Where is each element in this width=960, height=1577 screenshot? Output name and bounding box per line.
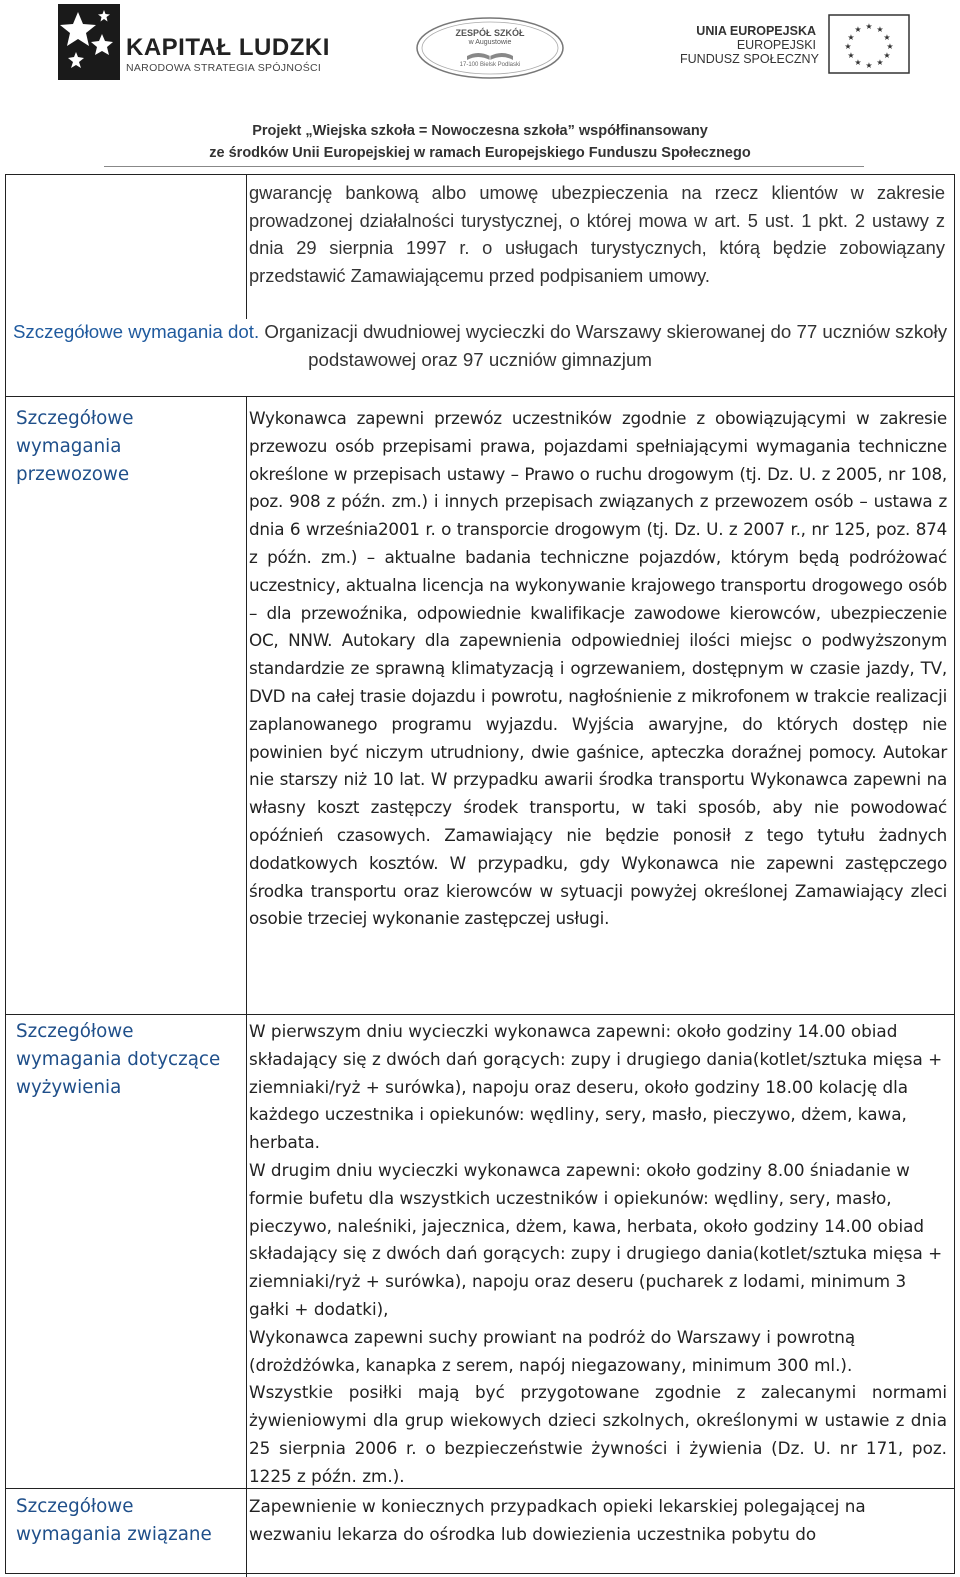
food-day-one-paragraph: W pierwszym dniu wycieczki wykonawca zapewni: około godziny 14.00 obiad składający się z dwóch dań gorących: zupy i drugiego dania(kotlet/sztuka mięsa + ziemniaki/ryż + surówka), napoju oraz deseru, około godziny 18.00 kolację dla każdego uczestnika i opiekunów: wędliny, sery, masło, pieczywo, dżem, kawa, herbata. [249, 1021, 943, 1153]
kapital-ludzki-logo [58, 4, 330, 82]
kapital-ludzki-mark-icon [58, 4, 120, 80]
svg-text:★: ★ [886, 42, 894, 51]
transport-requirements-text: Wykonawca zapewni przewóz uczestników zgodnie z obowiązującymi w zakresie przewozu osób przepisami prawa, pojazdami spełniającymi wymagania techniczne określone w przepisach ustawy – Prawo o ruchu drogowym (tj. Dz. U. z 2005, nr 108, poz. 908 z późn. zm.) i innych przepisach związanych z przewozem osób – ustawa z dnia 6 września2001 r. o transporcie drogowym (tj. Dz. U. z 2007 r., nr 125, poz. 874 z późn. zm.) – aktualne badania techniczne pojazdów, którym będą podróżować uczestnicy, aktualna licencja na wykonywanie krajowego transportu drogowego osób – dla przewoźnika, odpowiednie kwalifikacje zawodowe kierowców, ubezpieczenie OC, NNW. Autokary dla zapewnienia odpowiedniej ilości miejsc o podwyższonym standardzie ze sprawną klimatyzacją i ogrzewaniem, dostępnym w czasie jazdy, TV, DVD na całej trasie dojazdu i powrotu, nagłośnienie z mikrofonem w trakcie realizacji zaplanowanego programu wyjazdu. Wyjścia awaryjne, do których dostęp nie powinien być niczym utrudniony, dwie gaśnice, apteczka doraźnej pomocy. Autokar nie starszy niż 10 lat. W przypadku awarii środka transportu Wykonawca zapewni na własny koszt zastępczy środek transportu, w taki sposób, aby nie powodować opóźnień czasowych. Zamawiający nie będzie ponosił z tego tytułu żadnych dodatkowych kosztów. W przypadku, gdy Wykonawca nie zapewni zastępczego środka transportu oraz kierowców w sytuacji powyżej określonej Zamawiający zleci osobie trzeciej wykonanie zastępczej usługi. [249, 408, 947, 929]
kapital-ludzki-subtitle: NARODOWA STRATEGIA SPÓJNOŚCI [126, 62, 322, 74]
svg-text:★: ★ [876, 25, 884, 34]
eu-line-2: EUROPEJSKI [736, 38, 816, 52]
table-row-divider-transport [6, 1014, 954, 1015]
food-standards-paragraph: Wszystkie posiłki mają być przygotowane zgodnie z zalecanymi normami żywieniowymi dla grup wiekowych dzieci szkolnych, określonymi w ustawie z dnia 25 sierpnia 2006 r. o bezpieczeństwie żywności i żywienia (Dz. U. nr 171, poz. 1225 z późn. zm.). [249, 1382, 947, 1486]
food-requirements-text [249, 1018, 947, 1491]
table-row-divider-section [6, 396, 954, 397]
svg-text:★: ★ [847, 51, 855, 60]
food-day-two-paragraph: W drugim dniu wycieczki wykonawca zapewni: około godziny 8.00 śniadanie w formie bufetu dla wszystkich uczestników i opiekunów: wędliny, sery, masło, pieczywo, naleśniki, jajecznica, dżem, kawa, herbata, około godziny 14.00 obiad składający się z dwóch dań gorących: zupy i drugiego dania(kotlet/sztuka mięsa + ziemniaki/ryż + surówka), napoju oraz deseru (pucharek z lodami, minimum 3 gałki + dodatki), [249, 1159, 943, 1319]
section-heading-highlight: Szczegółowe wymagania dot. [12, 321, 260, 342]
svg-text:★: ★ [865, 22, 873, 31]
svg-text:★: ★ [876, 58, 884, 67]
eu-line-3: FUNDUSZ SPOŁECZNY [680, 52, 819, 66]
table-column-divider-main [246, 397, 247, 1577]
kapital-ludzki-title: KAPITAŁ LUDZKI [126, 34, 330, 61]
table-column-divider-top [246, 175, 247, 319]
project-title-line-2: ze środków Unii Europejskiej w ramach Europejskiego Funduszu Społecznego [209, 145, 751, 161]
previous-requirement-continuation: gwarancję bankową albo umowę ubezpieczenia na rzecz klientów w zakresie prowadzonej działalności turystycznej, o której mowa w art. 5 ust. 1 pkt. 2 ustawy z dnia 29 sierpnia 1997 r. o usługach turystycznych, którą będzie zobowiązany przedstawić Zamawiającemu przed podpisaniem umowy. [249, 182, 945, 286]
svg-text:★: ★ [847, 33, 855, 42]
eu-line-1: UNIA EUROPEJSKA [696, 24, 816, 38]
project-title-line-1: Projekt „Wiejska szkoła = Nowoczesna szkoła” współfinansowany [252, 123, 708, 139]
eu-logo [680, 14, 912, 76]
svg-text:★: ★ [865, 61, 873, 70]
school-seal-name: ZESPÓŁ SZKÓŁ [455, 28, 525, 38]
transport-requirements-label: Szczegółowe wymagania przewozowe [16, 408, 134, 485]
requirements-table [5, 174, 955, 1574]
food-travel-provisions-paragraph: Wykonawca zapewni suchy prowiant na podróż do Warszawy i powrotną (drożdżówka, kanapka z serem, napój niegazowany, minimum 300 ml.). [249, 1326, 856, 1375]
svg-text:★: ★ [844, 42, 852, 51]
section-heading [6, 318, 954, 374]
medical-requirements-text: Zapewnienie w koniecznych przypadkach opieki lekarskiej polegającej na wezwaniu lekarza do ośrodka lub dowiezienia uczestnika pobytu do [249, 1496, 866, 1544]
eu-flag-icon [828, 14, 910, 74]
school-seal-address: 17-100 Bielsk Podlaski [459, 62, 521, 68]
food-requirements-label: Szczegółowe wymagania dotyczące wyżywienia [16, 1021, 221, 1098]
school-seal-town: w Augustowie [468, 39, 512, 46]
header-divider [104, 166, 864, 167]
svg-text:★: ★ [883, 51, 891, 60]
svg-text:★: ★ [854, 58, 862, 67]
medical-requirements-label: Szczegółowe wymagania związane [16, 1496, 212, 1545]
school-seal-oval-icon [415, 16, 565, 80]
svg-text:★: ★ [854, 25, 862, 34]
page-header [0, 0, 960, 170]
section-heading-rest: Organizacji dwudniowej wycieczki do Warszawy skierowanej do 77 uczniów szkoły podstawowej oraz 97 uczniów gimnazjum [259, 321, 948, 370]
school-seal [415, 16, 565, 80]
eu-logo-text [680, 24, 819, 66]
svg-text:★: ★ [883, 33, 891, 42]
